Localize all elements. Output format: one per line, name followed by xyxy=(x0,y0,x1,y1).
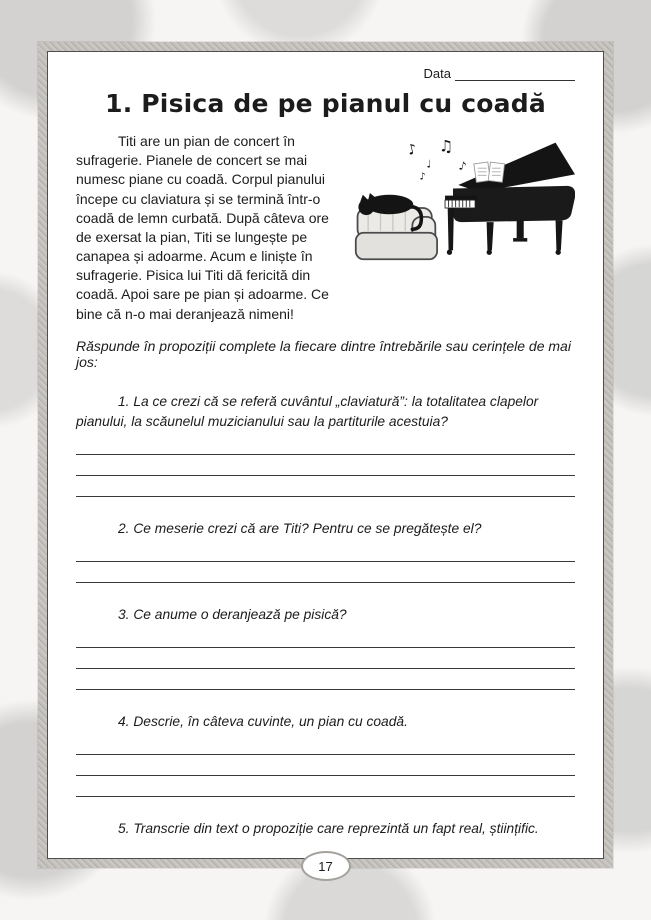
piano-cat-illustration xyxy=(354,132,575,324)
answer-line[interactable] xyxy=(76,755,575,776)
answer-line[interactable] xyxy=(76,776,575,797)
svg-text:♩: ♩ xyxy=(426,158,432,171)
svg-text:♪: ♪ xyxy=(457,158,468,174)
music-sheet-icon xyxy=(474,162,505,182)
date-blank-line[interactable] xyxy=(455,66,575,81)
answer-line[interactable] xyxy=(76,541,575,562)
question-block-2 xyxy=(76,519,575,583)
question-text: 5. Transcrie din text o propoziție care reprezintă un fapt real, științific. xyxy=(118,820,539,836)
question-block-1 xyxy=(76,392,575,497)
question-text: 1. La ce crezi că se referă cuvântul „claviatură”: la totalitatea clapelor pianului, la scăunelul muzicianului sau la partiturile acestuia? xyxy=(76,393,539,429)
answer-line[interactable] xyxy=(76,562,575,583)
date-row xyxy=(76,66,575,81)
page-number-badge xyxy=(301,851,351,881)
svg-text:♪: ♪ xyxy=(405,141,419,159)
page-number: 17 xyxy=(318,858,333,874)
instruction-text: Răspunde în propoziții complete la fiecare dintre întrebările sau cerințele de mai jos: xyxy=(76,337,571,370)
svg-text:♪: ♪ xyxy=(419,171,426,183)
question-text: 2. Ce meserie crezi că are Titi? Pentru ce se pregătește el? xyxy=(118,520,482,536)
story-paragraph: Titi are un pian de concert în sufragerie. Pianele de concert se mai numesc piane cu coadă. Corpul pianului începe cu claviatura și se termină într-o coadă de lemn curbată. După câteva ore de exersat la pian, Titi se lungește pe canapea și adoarme. Acum e liniște în sufragerie. Pisica lui Titi dă fericită din coadă. Apoi sare pe pian și adoarme. Ce bine că n-o mai deranjează nimeni! xyxy=(76,133,329,322)
answer-line[interactable] xyxy=(76,734,575,755)
svg-text:♫: ♫ xyxy=(438,136,454,156)
story-section xyxy=(76,132,575,324)
page-frame xyxy=(38,42,613,874)
page-content xyxy=(47,51,604,859)
sofa-icon xyxy=(356,208,437,259)
question-block-4 xyxy=(76,712,575,797)
musical-notes-icon xyxy=(406,136,468,182)
answer-line[interactable] xyxy=(76,455,575,476)
answer-line[interactable] xyxy=(76,476,575,497)
page-title: 1. Pisica de pe pianul cu coadă xyxy=(105,89,546,118)
answer-line[interactable] xyxy=(76,627,575,648)
date-label: Data xyxy=(423,66,451,81)
illustration-svg xyxy=(354,132,575,284)
answer-line[interactable] xyxy=(76,434,575,455)
answer-line[interactable] xyxy=(76,669,575,690)
question-text: 3. Ce anume o deranjează pe pisică? xyxy=(118,606,347,622)
question-block-3 xyxy=(76,605,575,690)
answer-line[interactable] xyxy=(76,648,575,669)
question-text: 4. Descrie, în câteva cuvinte, un pian cu coadă. xyxy=(118,713,408,729)
